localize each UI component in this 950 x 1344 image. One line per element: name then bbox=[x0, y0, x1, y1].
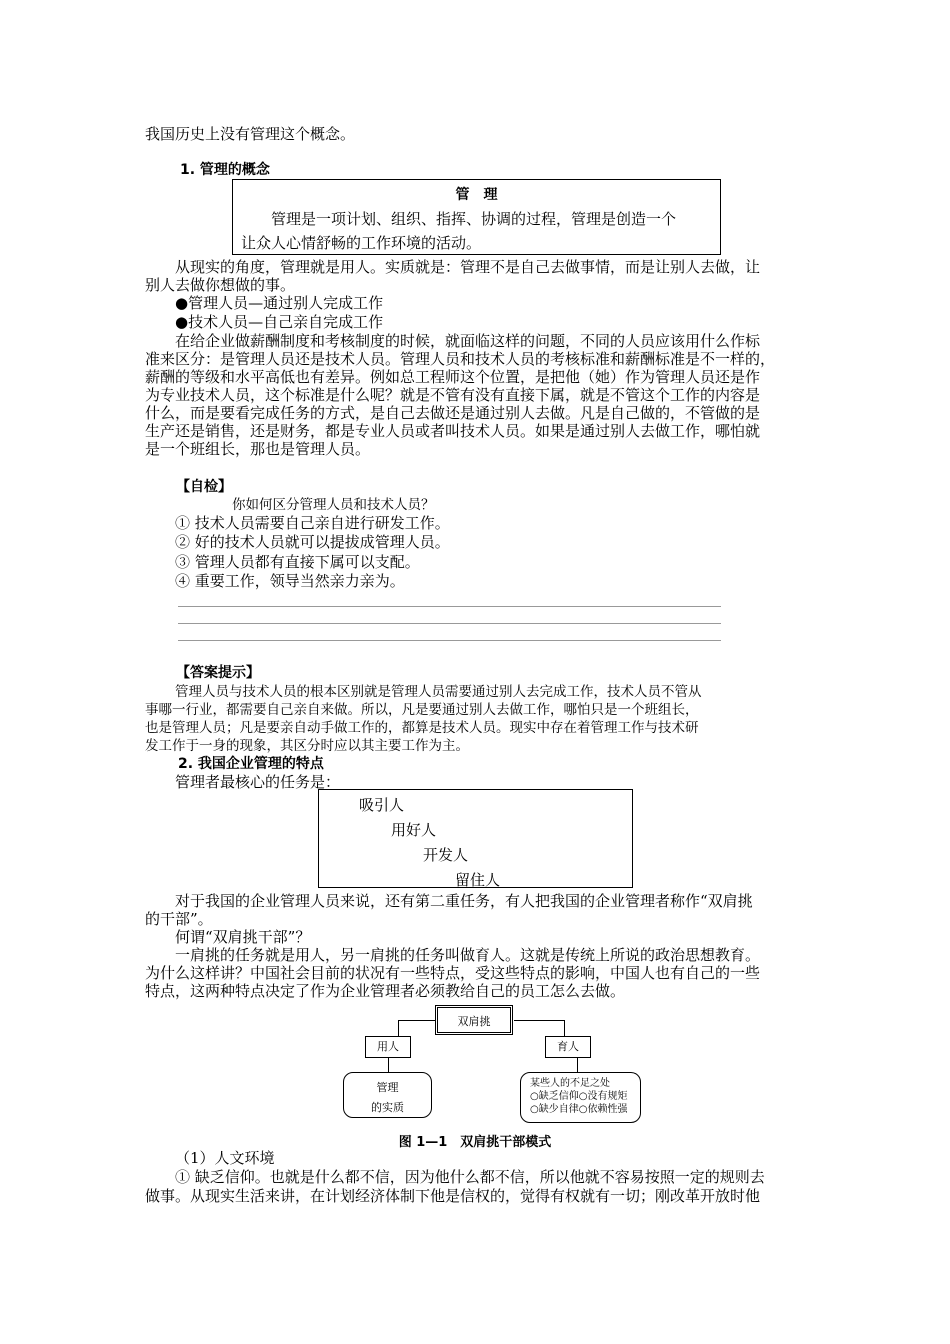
bullet-manager: ●管理人员—通过别人完成工作 bbox=[175, 294, 384, 312]
para2-line-1: 在给企业做薪酬制度和考核制度的时候，就面临这样的问题，不同的人员应该用什么作标 bbox=[175, 332, 761, 350]
bullet-technician: ●技术人员—自己亲自完成工作 bbox=[175, 313, 384, 331]
para1-line-2: 别人去做你想做的事。 bbox=[145, 276, 296, 294]
answer-line-4: 发工作于一身的现象，其区分时应以其主要工作为主。 bbox=[145, 738, 469, 754]
answer-line-2: 事哪一行业，都需要自己亲自来做。所以，凡是要通过别人去做工作，哪怕只是一个班组长， bbox=[145, 702, 699, 718]
right-child-title: 某些人的不足之处 bbox=[530, 1078, 610, 1089]
section2-heading: 2. 我国企业管理的特点 bbox=[178, 756, 324, 772]
answer-blank-line bbox=[178, 640, 721, 641]
definition-box bbox=[232, 179, 721, 255]
para3-line-5: 为什么这样讲？中国社会目前的状况有一些特点，受这些特点的影响，中国人也有自己的一些 bbox=[145, 964, 761, 982]
answer-line-3: 也是管理人员；凡是要亲自动手做工作的，都算是技术人员。现实中存在着管理工作与技术研 bbox=[145, 720, 699, 736]
self-check-option-3: ③ 管理人员都有直接下属可以支配。 bbox=[175, 553, 420, 571]
self-check-heading: 【自检】 bbox=[176, 479, 232, 495]
para3-line-1: 对于我国的企业管理人员来说，还有第二重任务，有人把我国的企业管理者称作“双肩挑 bbox=[145, 892, 753, 910]
self-check-option-4: ④ 重要工作，领导当然亲力亲为。 bbox=[175, 572, 405, 590]
core-task-box bbox=[318, 789, 633, 888]
left-child-node bbox=[343, 1072, 432, 1118]
core-task-intro: 管理者最核心的任务是： bbox=[175, 773, 341, 791]
para3-line-4: 一肩挑的任务就是用人，另一肩挑的任务叫做育人。这就是传统上所说的政治思想教育。 bbox=[145, 946, 761, 964]
para2-line-5: 什么，而是要看完成任务的方式，是自己去做还是通过别人去做。凡是自己做的，不管做的是 bbox=[145, 404, 761, 422]
core-task-1: 吸引人 bbox=[359, 796, 405, 814]
self-check-option-1: ① 技术人员需要自己亲自进行研发工作。 bbox=[175, 514, 450, 532]
right-child-line-1: ○缺乏信仰○没有规矩 bbox=[530, 1091, 628, 1102]
answer-heading: 【答案提示】 bbox=[176, 665, 260, 681]
right-node-yuren: 育人 bbox=[545, 1036, 591, 1058]
para2-line-7: 是一个班组长，那也是管理人员。 bbox=[145, 440, 371, 458]
para2-line-6: 生产还是销售，还是财务，都是专业人员或者叫技术人员。如果是通过别人去做工作，哪怕就 bbox=[145, 422, 761, 440]
para3-line-3: 何谓“双肩挑干部”？ bbox=[145, 928, 311, 946]
definition-title: 管 理 bbox=[455, 187, 498, 203]
answer-blank-line bbox=[178, 606, 721, 607]
para4-line-1: ① 缺乏信仰。也就是什么都不信，因为他什么都不信，所以他就不容易按照一定的规则去 bbox=[175, 1168, 765, 1186]
para2-line-3: 薪酬的等级和水平高低也有差异。例如总工程师这个位置，是把他（她）作为管理人员还是作 bbox=[145, 368, 761, 386]
para3-line-2: 的干部”。 bbox=[145, 910, 213, 928]
para2-line-4: 为专业技术人员，这个标准是什么呢？就是不管有没有直接下属，就是不管这个工作的内容是 bbox=[145, 386, 761, 404]
answer-line-1: 管理人员与技术人员的根本区别就是管理人员需要通过别人去完成工作，技术人员不管从 bbox=[175, 684, 702, 700]
left-node-yongren: 用人 bbox=[365, 1036, 411, 1058]
definition-line-2: 让众人心情舒畅的工作环境的活动。 bbox=[241, 234, 482, 252]
left-child-line-2: 的实质 bbox=[371, 1101, 404, 1114]
left-child-line-1: 管理 bbox=[376, 1081, 399, 1094]
self-check-option-2: ② 好的技术人员就可以提拔成管理人员。 bbox=[175, 533, 450, 551]
right-child-node bbox=[520, 1072, 641, 1123]
answer-blank-line bbox=[178, 623, 721, 624]
core-task-2: 用好人 bbox=[391, 821, 437, 839]
para4-line-2: 做事。从现实生活来讲，在计划经济体制下他是信权的，觉得有权就有一切；刚改革开放时他 bbox=[145, 1187, 761, 1205]
core-task-3: 开发人 bbox=[423, 846, 469, 864]
para2-line-2: 准来区分：是管理人员还是技术人员。管理人员和技术人员的考核标准和薪酬标准是不一样的， bbox=[145, 350, 776, 368]
para1-line-1: 从现实的角度，管理就是用人。实质就是：管理不是自己去做事情，而是让别人去做，让 bbox=[145, 258, 761, 276]
definition-line-1: 管理是一项计划、组织、指挥、协调的过程，管理是创造一个 bbox=[241, 210, 677, 228]
intro-line: 我国历史上没有管理这个概念。 bbox=[145, 125, 356, 143]
para3-line-6: 特点，这两种特点决定了作为企业管理者必须教给自己的员工怎么去做。 bbox=[145, 982, 626, 1000]
self-check-question: 你如何区分管理人员和技术人员？ bbox=[232, 497, 435, 513]
subsection-heading: （1）人文环境 bbox=[175, 1149, 275, 1167]
section1-heading: 1. 管理的概念 bbox=[180, 162, 270, 178]
root-node: 双肩挑 bbox=[435, 1005, 513, 1035]
figure-caption: 图 1—1 双肩挑干部模式 bbox=[398, 1135, 552, 1150]
right-child-line-2: ○缺少自律○依赖性强 bbox=[530, 1104, 628, 1115]
core-task-4: 留住人 bbox=[455, 871, 501, 889]
